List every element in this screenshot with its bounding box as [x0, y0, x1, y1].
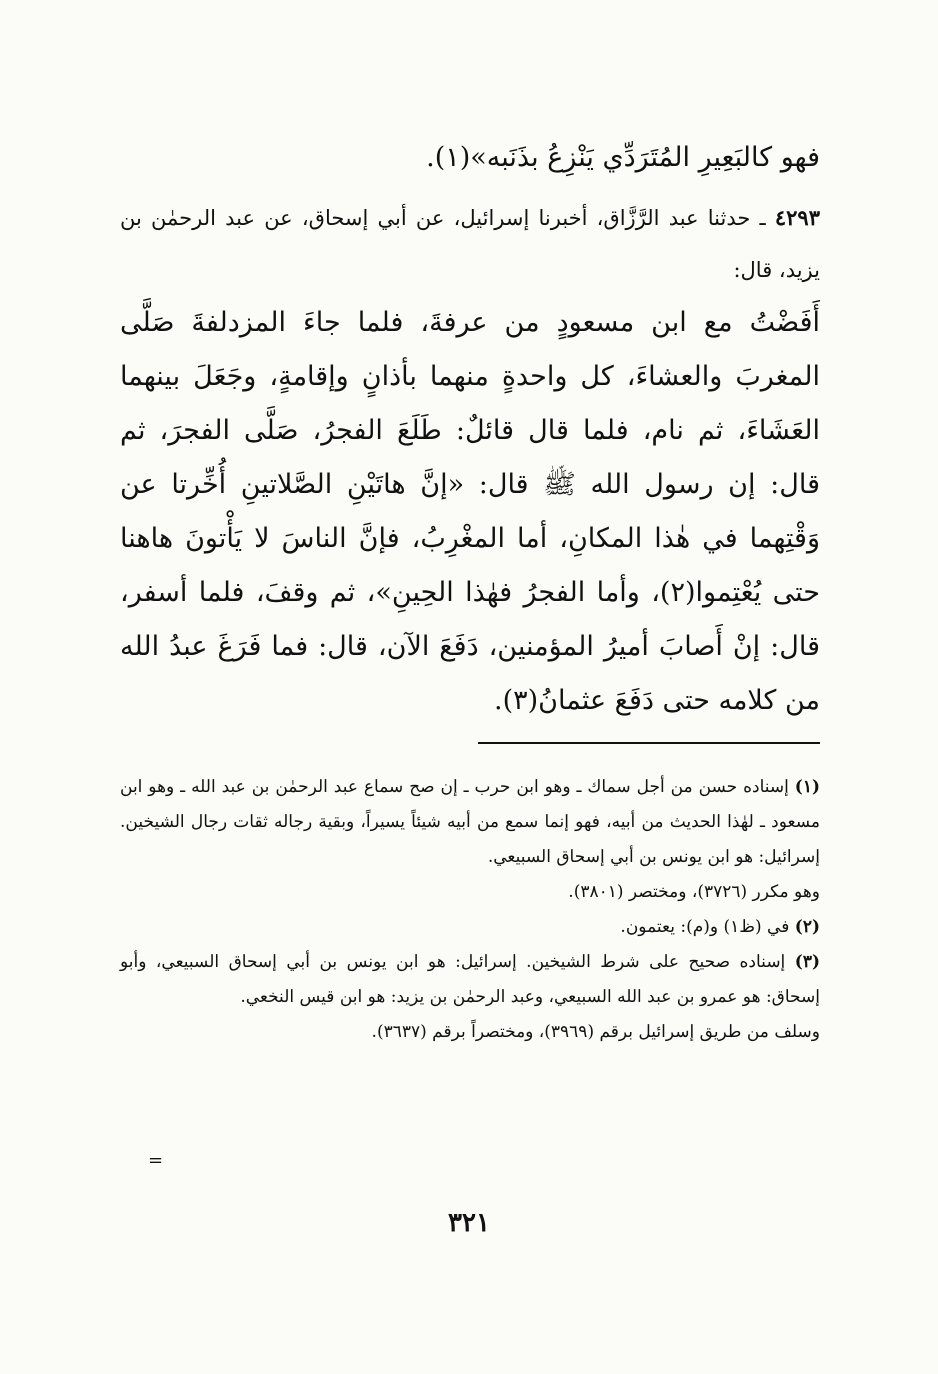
footnote-3-note: وسلف من طريق إسرائيل برقم (٣٩٦٩)، ومختصراً برقم (٣٦٣٧). [371, 1022, 820, 1042]
hadith-number: ٤٢٩٣ [774, 205, 820, 230]
text-top: فهو كالبَعِيرِ المُتَرَدِّي يَنْزِعُ بذَنَبه»(١). [426, 142, 820, 173]
hadith-matn-text: أَفَضْتُ مع ابن مسعودٍ من عرفةَ، فلما جاءَ المزدلفةَ صَلَّى المغربَ والعشاءَ، كل واحدةٍ منهما بأذانٍ وإقامةٍ، وجَعَلَ بينهما العَشَاءَ، ثم نام، فلما قال قائلٌ: طَلَعَ الفجرُ، صَلَّى الفجرَ، ثم قال: إن رسول الله ﷺ قال: «إنَّ هاتَيْنِ الصَّلاتينِ أُخِّرتا عن وَقْتِهما في هٰذا المكانِ، أما المغْرِبُ، فإنَّ الناسَ لا يَأْتونَ هاهنا حتى يُعْتِموا(٢)، وأما الفجرُ فهٰذا الحِينِ»، ثم وقفَ، فلما أسفر، قال: إنْ أَصابَ أميرُ المؤمنين، دَفَعَ الآن، قال: فما فَرَغَ عبدُ الله من كلامه حتى دَفَعَ عثمانُ(٣). [120, 307, 820, 716]
hadith-isnad-text: ـ حدثنا عبد الرَّزَّاق، أخبرنا إسرائيل، عن أبي إسحاق، عن عبد الرحمٰن بن يزيد، قال: [120, 206, 820, 282]
footnote-1: (١) إسناده حسن من أجل سماك ـ وهو ابن حرب ـ إن صح سماع عبد الرحمٰن بن عبد الله ـ وهو ابن مسعود ـ لهٰذا الحديث من أبيه، فهو إنما سمع من أبيه شيئاً يسيراً، وبقية رجاله ثقات رجال الشيخين. إسرائيل: هو ابن يونس بن أبي إسحاق السبيعي. [120, 777, 820, 867]
hadith-isnad [120, 192, 820, 296]
text-continuation [120, 130, 820, 186]
page-number: ٣٢١ [448, 1208, 490, 1238]
footnotes [120, 770, 820, 1050]
hadith-matn [120, 296, 820, 728]
footnote-3: (٣) إسناده صحيح على شرط الشيخين. إسرائيل: هو ابن يونس بن أبي إسحاق السبيعي، وأبو إسحاق: هو عمرو بن عبد الله السبيعي، وعبد الرحمٰن بن يزيد: هو ابن قيس النخعي. [120, 952, 820, 1007]
continuation-mark: = [148, 1150, 164, 1171]
footnote-separator [478, 742, 820, 744]
footnote-2: (٢) في (ظ١) و(م): يعتمون. [620, 917, 820, 937]
footnote-1-note: وهو مكرر (٣٧٢٦)، ومختصر (٣٨٠١). [568, 882, 820, 902]
